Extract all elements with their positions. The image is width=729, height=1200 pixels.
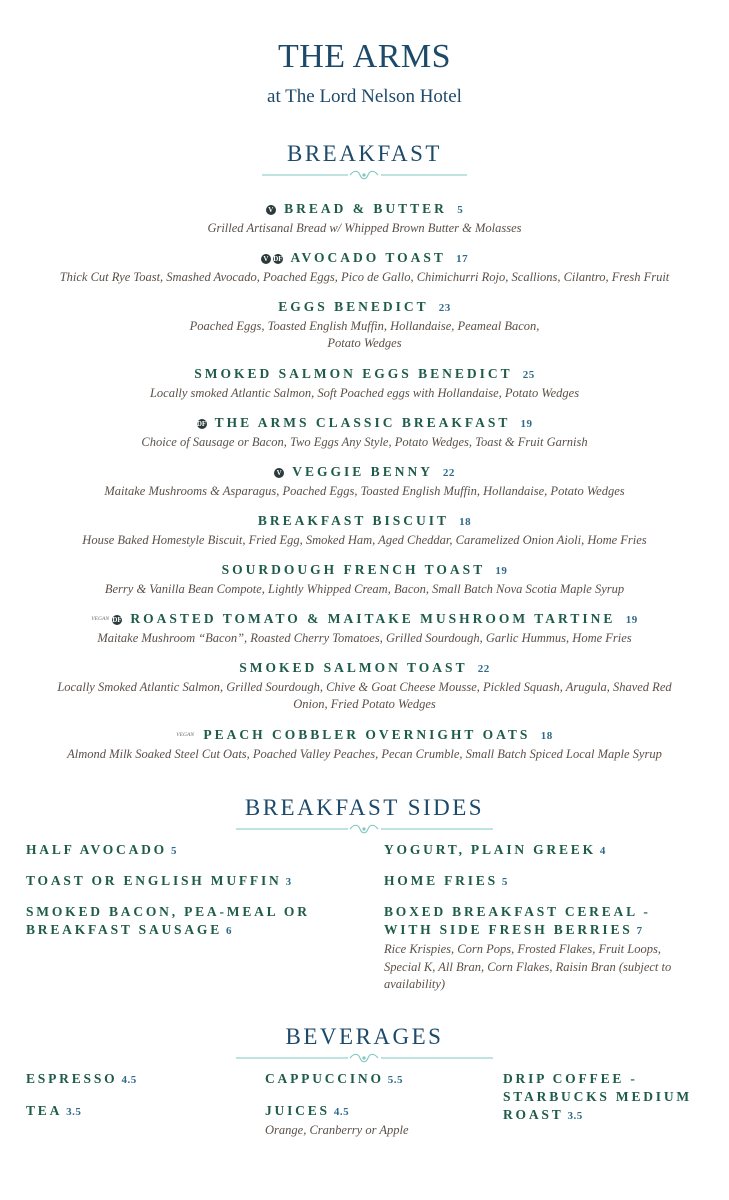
- item-price: 23: [438, 302, 451, 314]
- item-description-line-2: Onion, Fried Potato Wedges: [293, 697, 436, 711]
- side-description-line-2: Special K, All Bran, Corn Flakes, Raisin Bran (subject to: [384, 959, 672, 974]
- item-price: 22: [477, 663, 490, 675]
- item-description: Thick Cut Rye Toast, Smashed Avocado, Poached Eggs, Pico de Gallo, Chimichurri Rojo, Scallions, Cilantro, Fresh Fruit: [59, 270, 670, 284]
- side-title: BOXED BREAKFAST CEREAL -: [384, 904, 651, 919]
- item-description: Almond Milk Soaked Steel Cut Oats, Poached Valley Peaches, Pecan Crumble, Small Batch Spiced Local Maple Syrup: [67, 747, 662, 761]
- side-item: [26, 872, 292, 891]
- side-item: [26, 841, 177, 860]
- vegan-icon: VEGAN: [91, 616, 110, 622]
- menu-item: [40, 298, 689, 352]
- item-description: Locally smoked Atlantic Salmon, Soft Poached eggs with Hollandaise, Potato Wedges: [149, 386, 580, 400]
- side-item: [384, 903, 671, 994]
- side-title-line-2: BREAKFAST SAUSAGE: [26, 922, 223, 937]
- beverages-heading: BEVERAGES: [285, 1024, 444, 1049]
- menu-item: [40, 726, 689, 763]
- vegetarian-icon: V: [261, 254, 271, 264]
- beverage-title: CAPPUCCINO: [265, 1071, 384, 1086]
- side-price: 5: [501, 876, 508, 888]
- item-price: 25: [522, 369, 535, 381]
- beverage-title: TEA: [26, 1103, 63, 1118]
- sides-heading: BREAKFAST SIDES: [244, 795, 485, 820]
- dairy-free-icon: DF: [112, 616, 122, 624]
- menu-item: [40, 610, 689, 647]
- beverage-title-line-3: ROAST: [503, 1107, 564, 1122]
- item-title: PEACH COBBLER OVERNIGHT OATS: [203, 727, 531, 742]
- item-title: SOURDOUGH FRENCH TOAST: [221, 562, 485, 577]
- item-title: BREAKFAST BISCUIT: [257, 513, 449, 528]
- side-title: HOME FRIES: [384, 873, 498, 888]
- side-title: HALF AVOCADO: [26, 842, 167, 857]
- item-title: AVOCADO TOAST: [290, 250, 446, 265]
- beverage-item: [265, 1070, 403, 1089]
- item-description: Choice of Sausage or Bacon, Two Eggs Any Style, Potato Wedges, Toast & Fruit Garnish: [141, 435, 588, 449]
- menu-item: [40, 512, 689, 549]
- breakfast-heading: BREAKFAST: [287, 141, 442, 166]
- item-description: Locally Smoked Atlantic Salmon, Grilled Sourdough, Chive & Goat Cheese Mousse, Pickled Squash, Arugula, Shaved Red: [57, 680, 672, 694]
- side-title: YOGURT, PLAIN GREEK: [384, 842, 596, 857]
- menu-item: [40, 249, 689, 286]
- side-price: 4: [599, 845, 606, 857]
- item-title: SMOKED SALMON TOAST: [239, 660, 468, 675]
- item-price: 19: [520, 418, 533, 430]
- beverage-item: [26, 1070, 137, 1089]
- restaurant-subtitle: at The Lord Nelson Hotel: [267, 86, 462, 107]
- beverage-title: ESPRESSO: [26, 1071, 118, 1086]
- dairy-free-icon: DF: [196, 420, 207, 428]
- side-price: 3: [285, 876, 292, 888]
- item-title: EGGS BENEDICT: [278, 299, 429, 314]
- item-description: Poached Eggs, Toasted English Muffin, Hollandaise, Peameal Bacon,: [189, 319, 540, 333]
- beverage-title-line-2: STARBUCKS MEDIUM: [503, 1089, 692, 1104]
- beverage-title: JUICES: [265, 1103, 330, 1118]
- menu-item: [30, 659, 699, 713]
- item-description: Berry & Vanilla Bean Compote, Lightly Whipped Cream, Bacon, Small Batch Nova Scotia Maple Syrup: [104, 582, 625, 596]
- menu-item: [40, 200, 689, 237]
- beverage-price: 4.5: [121, 1074, 137, 1086]
- side-title: SMOKED BACON, PEA-MEAL OR: [26, 904, 310, 919]
- ornament-divider-icon: [236, 822, 493, 836]
- side-price: 6: [226, 925, 233, 937]
- item-price: 19: [495, 565, 508, 577]
- side-description: Rice Krispies, Corn Pops, Frosted Flakes, Fruit Loops,: [384, 942, 661, 956]
- vegetarian-icon: V: [266, 205, 276, 215]
- menu-item: [40, 365, 689, 402]
- beverage-item: [265, 1102, 409, 1140]
- beverage-price: 3.5: [567, 1110, 583, 1122]
- item-price: 22: [442, 467, 455, 479]
- side-title: TOAST OR ENGLISH MUFFIN: [26, 873, 282, 888]
- restaurant-title: THE ARMS: [277, 38, 452, 75]
- side-item: [384, 841, 606, 860]
- side-item: [26, 903, 310, 940]
- beverage-price: 4.5: [333, 1106, 350, 1118]
- menu-item: [40, 561, 689, 598]
- item-price: 19: [625, 614, 638, 626]
- item-price: 18: [459, 516, 472, 528]
- item-price: 17: [456, 253, 469, 265]
- item-title: VEGGIE BENNY: [292, 464, 433, 479]
- item-description: Grilled Artisanal Bread w/ Whipped Brown Butter & Molasses: [207, 221, 522, 235]
- side-price: 5: [170, 845, 177, 857]
- item-title: BREAD & BUTTER: [284, 201, 447, 216]
- beverage-description: Orange, Cranberry or Apple: [265, 1123, 409, 1137]
- item-description: Maitake Mushroom “Bacon”, Roasted Cherry Tomatoes, Grilled Sourdough, Garlic Hummus, Home Fries: [97, 631, 632, 645]
- side-description-line-3: availability): [384, 977, 446, 991]
- item-title: SMOKED SALMON EGGS BENEDICT: [194, 366, 513, 381]
- side-title-line-2: WITH SIDE FRESH BERRIES: [384, 922, 633, 937]
- vegetarian-icon: V: [274, 468, 284, 478]
- item-description: House Baked Homestyle Biscuit, Fried Egg, Smoked Ham, Aged Cheddar, Caramelized Onion Aioli, Home Fries: [82, 533, 647, 547]
- vegan-icon: VEGAN: [176, 732, 195, 738]
- beverage-item: [26, 1102, 81, 1121]
- item-title: ROASTED TOMATO & MAITAKE MUSHROOM TARTINE: [130, 611, 616, 626]
- menu-item: [40, 463, 689, 500]
- beverage-price: 3.5: [66, 1106, 82, 1118]
- item-description-line-2: Potato Wedges: [327, 336, 402, 350]
- dairy-free-icon: DF: [273, 255, 283, 263]
- beverage-title: DRIP COFFEE -: [503, 1071, 638, 1086]
- side-price: 7: [636, 925, 643, 937]
- item-price: 18: [540, 730, 553, 742]
- beverage-item: [503, 1070, 692, 1125]
- item-title: THE ARMS CLASSIC BREAKFAST: [214, 415, 511, 430]
- ornament-divider-icon: [262, 168, 467, 182]
- item-description: Maitake Mushrooms & Asparagus, Poached Eggs, Toasted English Muffin, Hollandaise, Potato Wedges: [104, 484, 625, 498]
- item-price: 5: [457, 204, 464, 216]
- beverage-price: 5.5: [387, 1074, 403, 1086]
- ornament-divider-icon: [236, 1051, 493, 1065]
- menu-item: [40, 414, 689, 451]
- side-item: [384, 872, 508, 891]
